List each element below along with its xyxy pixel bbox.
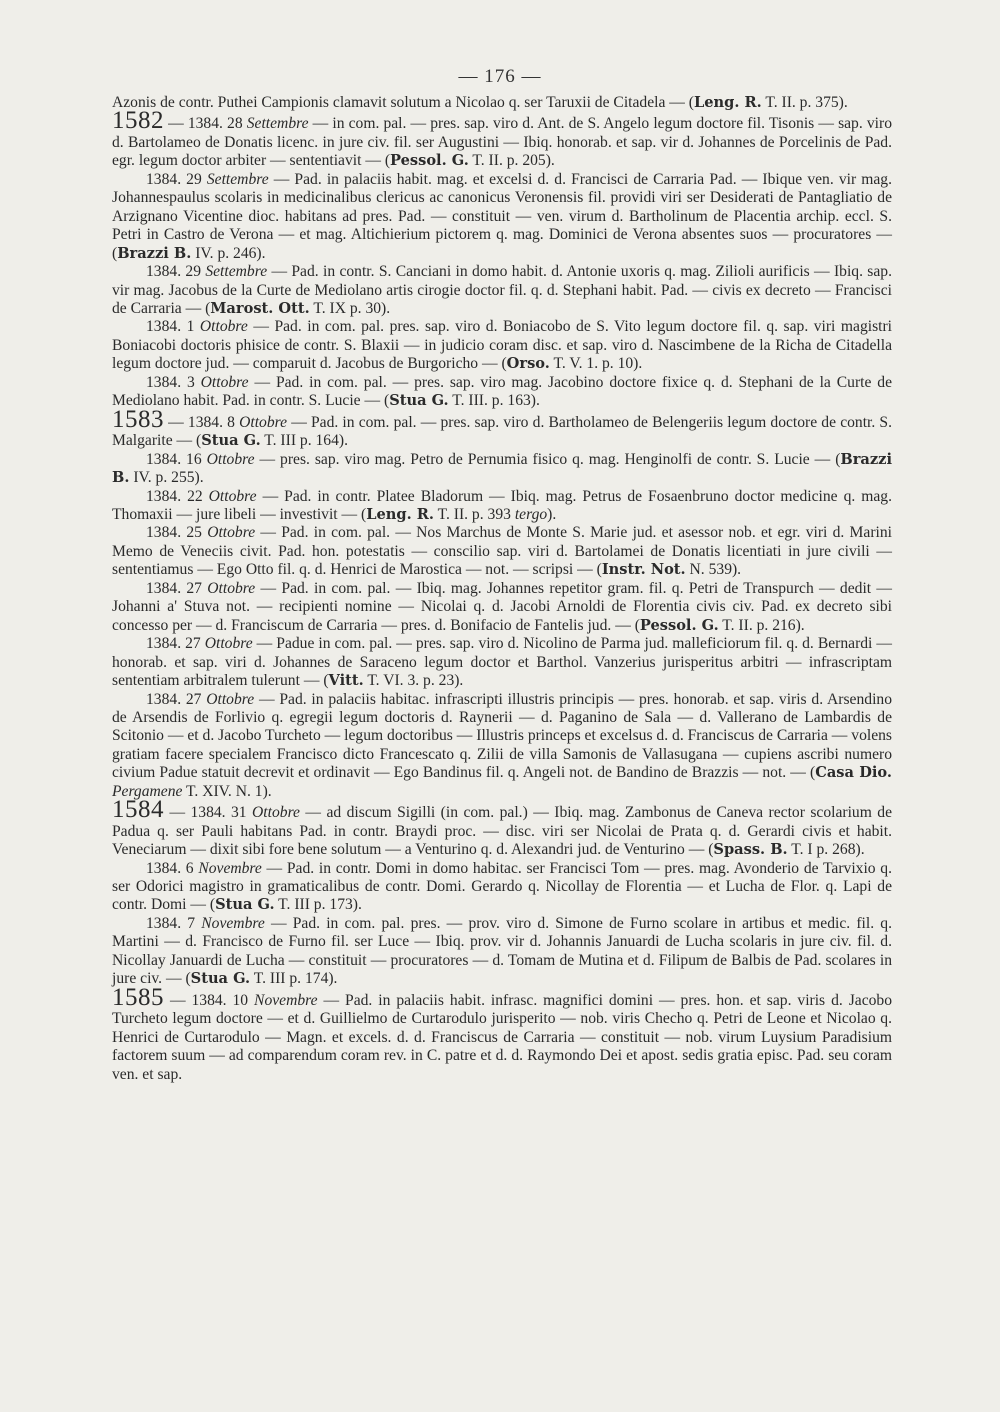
text-run: — Pad. in com. pal. — pres. sap. viro d. Bartholameo de Belengeriis legum doctore de contr. S. Malgarite — ( (112, 413, 892, 450)
source-citation: Stua G. (215, 896, 275, 914)
text-run: — Pad. in com. pal. — pres. sap. viro mag. Jacobino doctore fixice q. d. Stephani de la Curte de Mediolano habit. Pad. in contr. S. Lucie — ( (112, 373, 892, 410)
month-or-term: Pergamene (112, 782, 183, 800)
text-run: 1384. 27 (146, 690, 207, 708)
month-or-term: Ottobre (252, 804, 300, 822)
text-run: 1384. 29 (146, 170, 207, 188)
entry-paragraph (112, 635, 892, 690)
month-or-term: Ottobre (204, 635, 253, 653)
page-number: — 176 — (458, 66, 542, 87)
entry-paragraph (112, 318, 892, 373)
text-run: 1384. 27 (146, 579, 208, 597)
text-run: — Pad. in com. pal. pres. sap. viro d. Boniacobo de S. Vito legum doctore fil. q. sap. viri magistri Boniacobi doctoris phisice de contr. S. Blaxii — in judicio coram disc. et sap. viro d. Nascimbene de la Richa de Citadella legum doctore jud. — comparuit d. Jacobus de Burgoricho — ( (112, 318, 892, 373)
entry-number: 1585 (112, 983, 164, 1011)
text-run: — Pad. in palaciis habitac. infrascripti illustris principis — pres. honorab. et sap. viris d. Arsendino de Arsendis de Forlivio q. egregii legum doctoris d. Raynerii — d. Paganino de Sala — d. Vallerano de Lambardis de Scitonio — et d. Jacobo Turcheto — legum doctoribus — Illustris princeps et excelsus d. d. Franciscus de Carraria — volens gratiam facere specialem Francisco dicto Francescato q. Zilii de villa Samonis de Vallasugana — cupiens ascribi numero civium Padue statuit decrevit et ordinavit — Ego Bandinus fil. q. Angeli not. de Bandino de Brazzis — not. — ( (112, 690, 892, 782)
source-citation: Spass. B. (713, 841, 788, 859)
text-run: T. III p. 174). (250, 970, 338, 988)
month-or-term: Ottobre (208, 487, 257, 505)
text-run: — 1384. 28 (164, 115, 247, 133)
source-citation: Brazzi B. (117, 244, 192, 262)
month-or-term: Novembre (198, 859, 262, 877)
text-run: — Pad. in com. pal. pres. — prov. viro d. Simone de Furno scolare in artibus et medic. fil. q. Martini — d. Francisco de Furno fil. ser Luce — Ibiq. prov. vir d. Johannis Januardi de Lucha scolaris in jure civ. fil. d. Nicollay Januardi de Lucha — constituit — procuratores — d. Tomam de Mutina et d. Filipum de Balbis de Pad. scolares in jure civ. — ( (112, 914, 893, 988)
month-or-term: Ottobre (207, 524, 256, 542)
entry-paragraph (112, 580, 892, 635)
month-or-term: Ottobre (206, 450, 255, 468)
text-run: — Pad. in contr. Platee Bladorum — Ibiq. mag. Petrus de Fosaenbruno doctor medicine q. mag. Thomaxii — jure libeli — investivit — ( (112, 487, 892, 523)
entry-number: 1582 (112, 107, 164, 135)
text-run: — Pad. in contr. Domi in domo habitac. ser Francisci Tom — pres. mag. Avonderio de Tarvixio q. ser Odorici magistro in gramaticalibus de contr. Domi. Gerardo q. Nicollay de Florentia — et Lucha de Flor. q. Lapi de contr. Domi — ( (112, 859, 892, 914)
month-or-term: Settembre (246, 115, 309, 133)
text-run: — Pad. in com. pal. — Ibiq. mag. Johannes repetitor gram. fil. q. Petri de Transpurch — dedit — Johanni a' Stuva not. — recipienti nomine — Nicolai q. d. Jacobi Arnoldi de Florentia civis civ. Pad. ex decreto sibi concesso per — d. Franciscum de Carraria — pres. d. Bonifacio de Fantelis jud. — ( (112, 579, 892, 634)
month-or-term: Ottobre (199, 318, 248, 336)
text-run: — 1384. 31 (164, 804, 253, 822)
month-or-term: Ottobre (206, 690, 255, 708)
text-run: 1384. 3 (146, 373, 201, 391)
month-or-term: Ottobre (239, 413, 288, 431)
text-run: ). (547, 505, 557, 523)
entry-paragraph (112, 488, 892, 525)
month-or-term: tergo (514, 505, 548, 523)
text-run: T. XIV. N. 1). (182, 782, 272, 800)
entry-paragraph (112, 983, 893, 1084)
source-citation: Vitt. (328, 672, 364, 690)
text-run: 1384. 29 (146, 263, 206, 281)
entry-paragraph (112, 691, 892, 802)
source-citation: Stua G. (389, 392, 449, 410)
text-run: T. II. p. 205). (468, 152, 555, 170)
entry-number: 1583 (112, 405, 164, 433)
source-citation: Leng. R. (693, 94, 762, 111)
text-run: Azonis de contr. Puthei Campionis clamavit solutum a Nicolao q. ser Taruxii de Citadela — ( (112, 94, 694, 111)
text-run: — pres. sap. viro mag. Petro de Pernumia fisico q. mag. Henginolfi de contr. S. Lucie — ( (254, 450, 841, 468)
text-run: N. 539). (685, 561, 742, 579)
month-or-term: Ottobre (200, 373, 249, 391)
source-citation: Instr. Not. (601, 561, 686, 579)
entry-paragraph (112, 263, 892, 318)
text-run: 1384. 1 (146, 318, 200, 336)
entry-paragraph (112, 860, 892, 915)
text-run: T. III. p. 163). (448, 392, 540, 410)
text-run: T. I p. 268). (787, 841, 865, 859)
text-run: — Pad. in contr. S. Canciani in domo habit. d. Antonie uxoris q. mag. Zilioli aurificis — Ibiq. sap. vir mag. Jacobus de la Curte de Mediolano artis cirogie doctor fil. q. d. Stephani habit. Pad. — civis ex decreto — Francisci de Carraria — ( (112, 263, 892, 317)
text-run: — 1384. 10 (164, 991, 255, 1009)
month-or-term: Novembre (201, 914, 265, 932)
month-or-term: Settembre (206, 170, 269, 188)
entry-paragraph (112, 524, 892, 579)
source-citation: Marost. Ott. (210, 299, 310, 317)
entry-paragraph (112, 451, 892, 488)
source-citation: Pessol. G. (390, 152, 469, 170)
month-or-term: Novembre (254, 991, 318, 1009)
entry-paragraph (112, 374, 892, 411)
text-run: — Pad. in palaciis habit. infrasc. magnifici domini — pres. hon. et sap. viris d. Jacobo Turcheto legum doctore — et d. Guillielmo de Curtarodulo jurisperito — nob. viris Checho q. Petri de Leone et Nicolao q. Henrici de Curtarodulo — Magn. et excels. d. d. Franciscus de Carraria — constituit — nob. virum Luysium Paradisium factorem suum — ad comparendum coram rev. in C. patre et d. d. Raymondo Dei et apost. sedis gratia episc. Pad. seu coram ven. et sap. (112, 991, 893, 1083)
source-citation: Stua G. (201, 432, 261, 450)
entry-paragraph (112, 405, 892, 451)
text-run: IV. p. 246). (191, 244, 266, 262)
entry-paragraph (112, 94, 892, 112)
text-run: — Pad. in palaciis habit. mag. et excelsi d. d. Francisci de Carraria Pad. — Ibique ven. vir mag. Johannespaulus scolaris in medicinalibus clericus ac canonicus Veronensis fil. providi viri ser Desiderati de Pantagliatio de Arzignano Vicentine dioc. habitans ad pres. Pad. — constituit — ven. virum d. Bartholinum de Placentia archip. eccl. S. Petri in Castro de Verona — et mag. Altichierium pictorem q. mag. Dominici de Verona absentes suos — procuratores — ( (112, 170, 892, 262)
text-run: 1384. 27 (146, 635, 205, 653)
text-run: — 1384. 8 (164, 413, 240, 431)
text-run: T. III p. 173). (274, 896, 362, 914)
entry-number: 1584 (112, 796, 164, 824)
text-run: T. IX p. 30). (309, 299, 391, 317)
source-citation: Pessol. G. (639, 616, 719, 634)
text-run: — Padue in com. pal. — pres. sap. viro d. Nicolino de Parma jud. malleficiorum fil. q. d. Bernardi — honorab. et sap. viri d. Johannes de Saraceno legum doctor et Barthol. Vanzerius jurisperitus arbitri — infrascriptam sententiam arbitralem tulerunt — ( (112, 635, 893, 690)
entry-paragraph (112, 171, 892, 263)
text-run: T. II. p. 393 (433, 505, 515, 523)
source-citation: Brazzi B. (112, 450, 892, 487)
source-citation: Stua G. (190, 970, 251, 988)
entry-paragraph (112, 796, 892, 859)
text-run: T. VI. 3. p. 23). (363, 672, 464, 690)
text-run: 1384. 16 (146, 450, 207, 468)
source-citation: Leng. R. (366, 505, 434, 523)
entry-paragraph (112, 915, 892, 989)
text-run: T. V. 1. p. 10). (549, 355, 643, 373)
text-run: — Pad. in com. pal. — Nos Marchus de Monte S. Marie jud. et asessor nob. et egr. viri d. Marini Memo de Veneciis civit. Pad. hon. potestatis — conscilio sap. viri d. Bartolamei de Donatis licentiati in jure civili — sententiamus — Ego Otto fil. q. d. Henrici de Marostica — not. — scripsi — ( (112, 524, 892, 579)
text-run: — in com. pal. — pres. sap. viro d. Ant. de S. Angelo legum doctore fil. Tisonis — sap. viro d. Bartolameo de Donatis licenc. in jure civ. fil. ser Augustini — Ibiq. honorab. et sap. vir d. Johannes de Porcelinis de Pad. egr. legum doctor arbiter — sententiavit — ( (112, 115, 892, 170)
text-run: IV. p. 255). (129, 469, 204, 487)
month-or-term: Ottobre (207, 579, 256, 597)
text-run: T. II. p. 216). (718, 616, 805, 634)
text-run: 1384. 22 (146, 487, 209, 505)
text-run: — ad discum Sigilli (in com. pal.) — Ibiq. mag. Zambonus de Caneva rector scolarium de Padua q. ser Pauli habitans Pad. in contr. Braydi proc. — disc. viri ser Nicolai de Prata q. d. Gerardi civis et habit. Veneciarum — dixit sibi fore bene solutum — a Venturino q. d. Alexandri jud. de Venturino — ( (112, 804, 892, 859)
text-run: 1384. 6 (146, 859, 199, 877)
source-citation: Orso. (506, 355, 550, 373)
text-run: 1384. 7 (146, 914, 202, 932)
month-or-term: Settembre (205, 263, 268, 281)
source-citation: Casa Dio. (815, 764, 892, 782)
text-run: 1384. 25 (146, 524, 208, 542)
text-run: T. II. p. 375). (761, 94, 848, 111)
entry-paragraph (112, 107, 892, 170)
document-body (112, 94, 892, 1084)
text-run: T. III p. 164). (260, 432, 348, 450)
